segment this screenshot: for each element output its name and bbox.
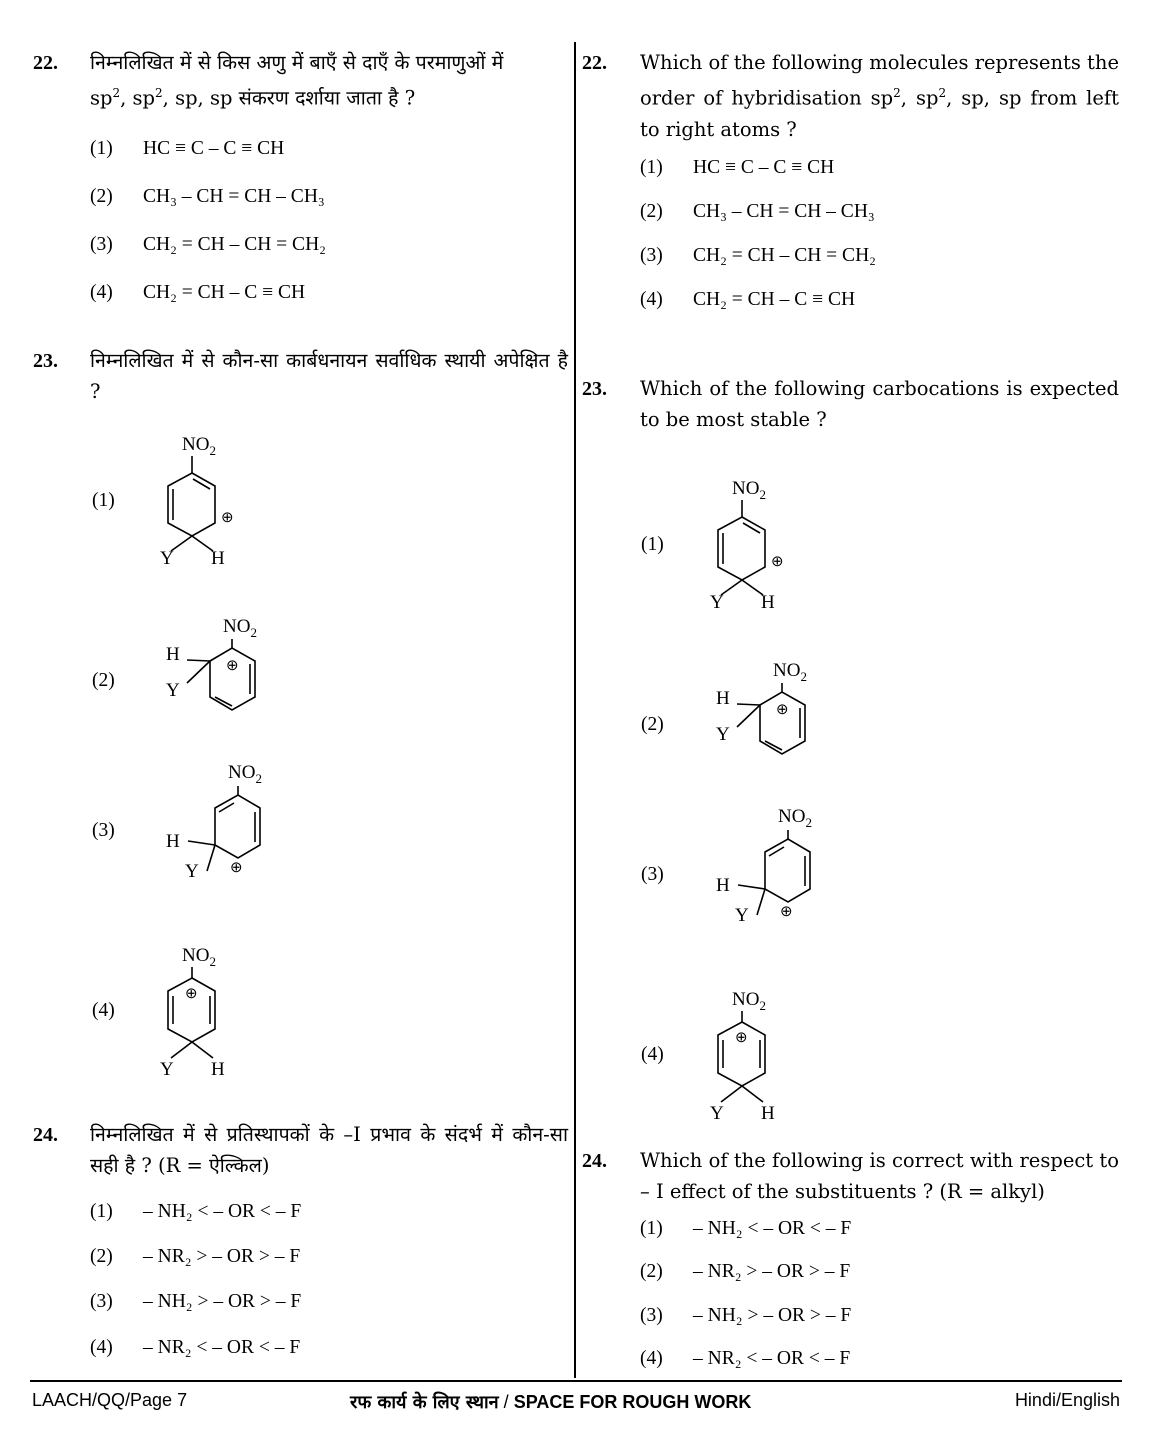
y-label: Y	[710, 1103, 724, 1124]
rough-work-english: SPACE FOR ROUGH WORK	[513, 1392, 752, 1412]
h-label: H	[761, 1103, 775, 1124]
language-label: Hindi/English	[1014, 1390, 1120, 1410]
option-formula: CH₂ = CH – C ≡ CH	[143, 282, 306, 303]
option-number: (3)	[640, 1305, 663, 1326]
option-number: (2)	[640, 201, 663, 222]
no2-label: $NO_2$	[223, 616, 257, 640]
no2-label: $NO_2$	[228, 762, 262, 786]
positive-charge: ⊕	[771, 554, 784, 570]
question-number: 22.	[582, 52, 607, 74]
positive-charge: ⊕	[185, 986, 198, 1002]
question-text: निम्नलिखित में से कौन-सा कार्बधनायन सर्वाधिक स्थायी अपेक्षित है ?	[90, 349, 568, 403]
carbocation-structure-1	[695, 472, 805, 617]
carbocation-structure-1	[145, 428, 255, 573]
h-label: H	[166, 831, 180, 852]
rough-work-hindi: रफ कार्य के लिए स्थान	[350, 1392, 499, 1413]
option-number: (4)	[640, 1348, 663, 1369]
column-divider	[574, 42, 576, 1378]
option-label: (4)	[641, 1044, 664, 1065]
option-formula: CH₂ = CH – C ≡ CH	[693, 289, 856, 310]
y-label: Y	[716, 724, 730, 745]
h-label: H	[716, 875, 730, 896]
option-number: (4)	[640, 289, 663, 310]
option-formula: CH₂ = CH – CH = CH₂	[693, 245, 876, 266]
option-label: (2)	[92, 670, 115, 691]
carbocation-structure-4	[145, 940, 255, 1082]
question-number: 23.	[33, 350, 58, 372]
question-text: निम्नलिखित में से प्रतिस्थापकों के –I प्रभाव के संदर्भ में कौन-सा सही है ? (R = ऐल्किल)	[90, 1123, 568, 1177]
option-formula: HC ≡ C – C ≡ CH	[693, 157, 835, 178]
question-text-part: , sp, sp संकरण दर्शाया जाता है ?	[162, 86, 416, 110]
option-number: (4)	[90, 282, 113, 303]
y-label: Y	[160, 548, 174, 569]
positive-charge: ⊕	[780, 904, 793, 920]
option-number: (3)	[90, 1291, 113, 1312]
option-formula: – NR₂ < – OR < – F	[143, 1337, 301, 1358]
option-number: (1)	[640, 157, 663, 178]
option-label: (3)	[641, 864, 664, 885]
option-number: (3)	[90, 234, 113, 255]
question-text-part: sp	[90, 86, 113, 110]
carbocation-structure-4	[695, 984, 805, 1126]
footer-rule	[30, 1380, 1122, 1382]
positive-charge: ⊕	[230, 860, 243, 876]
positive-charge: ⊕	[776, 702, 789, 718]
question-text: Which of the following is correct with respect to – I effect of the substituents ? (R = alkyl)	[640, 1149, 1119, 1203]
no2-label: $NO_2$	[182, 945, 216, 969]
h-label: H	[761, 592, 775, 613]
question-number: 24.	[33, 1124, 58, 1146]
option-formula: CH₂ = CH – CH = CH₂	[143, 234, 326, 255]
h-label: H	[166, 644, 180, 665]
question-text-part: , sp, sp from left to right atoms ?	[640, 86, 1119, 141]
option-formula: – NH₂ < – OR < – F	[693, 1218, 852, 1239]
option-number: (4)	[90, 1337, 113, 1358]
superscript: 2	[112, 86, 121, 100]
option-formula: – NH₂ < – OR < – F	[143, 1201, 302, 1222]
carbocation-structure-2	[710, 656, 830, 761]
h-label: H	[211, 1059, 225, 1080]
no2-label: $NO_2$	[732, 478, 766, 502]
option-label: (1)	[92, 490, 115, 511]
option-formula: – NR₂ > – OR > – F	[143, 1246, 301, 1267]
option-number: (2)	[640, 1261, 663, 1282]
option-number: (1)	[90, 138, 113, 159]
question-text	[90, 47, 568, 114]
option-formula: – NR₂ > – OR > – F	[693, 1261, 851, 1282]
y-label: Y	[710, 592, 724, 613]
y-label: Y	[185, 861, 199, 882]
option-label: (3)	[92, 820, 115, 841]
option-label: (4)	[92, 1000, 115, 1021]
no2-label: $NO_2$	[778, 806, 812, 830]
option-formula: HC ≡ C – C ≡ CH	[143, 138, 285, 159]
no2-label: $NO_2$	[732, 989, 766, 1013]
carbocation-structure-3	[710, 802, 830, 927]
positive-charge: ⊕	[735, 1030, 748, 1046]
separator: /	[498, 1392, 514, 1412]
option-number: (2)	[90, 1246, 113, 1267]
option-number: (3)	[640, 245, 663, 266]
option-label: (2)	[641, 714, 664, 735]
superscript: 2	[938, 86, 947, 100]
option-formula: – NH₂ > – OR > – F	[143, 1291, 302, 1312]
question-text-part: , sp	[120, 86, 156, 110]
option-formula: – NH₂ > – OR > – F	[693, 1305, 852, 1326]
superscript: 2	[893, 86, 901, 100]
y-label: Y	[735, 905, 749, 926]
option-number: (1)	[90, 1201, 113, 1222]
option-formula: CH₃ – CH = CH – CH₃	[143, 186, 325, 207]
question-number: 23.	[582, 378, 607, 400]
question-text: Which of the following carbocations is expected to be most stable ?	[640, 377, 1119, 431]
superscript: 2	[155, 86, 163, 100]
question-text	[640, 47, 1119, 145]
question-text-part: निम्नलिखित में से किस अणु में बाएँ से दाएँ के परमाणुओं में	[90, 51, 504, 74]
option-number: (2)	[90, 186, 113, 207]
y-label: Y	[166, 680, 180, 701]
page-code: LAACH/QQ/Page 7	[32, 1390, 188, 1410]
carbocation-structure-3	[160, 758, 280, 883]
option-formula: CH₃ – CH = CH – CH₃	[693, 201, 875, 222]
positive-charge: ⊕	[226, 658, 239, 674]
option-formula: – NR₂ < – OR < – F	[693, 1348, 851, 1369]
carbocation-structure-2	[160, 612, 280, 717]
rough-work-label	[350, 1390, 751, 1414]
option-number: (1)	[640, 1218, 663, 1239]
question-text-part: Which of the following molecules represents the order of hybridisation sp	[640, 51, 1119, 110]
question-number: 24.	[582, 1150, 607, 1172]
h-label: H	[716, 688, 730, 709]
option-label: (1)	[641, 534, 664, 555]
h-label: H	[211, 548, 225, 569]
question-number: 22.	[33, 52, 58, 74]
no2-label: $NO_2$	[773, 660, 807, 684]
question-text-part: , sp	[900, 86, 939, 110]
y-label: Y	[160, 1059, 174, 1080]
positive-charge: ⊕	[221, 510, 234, 526]
no2-label: $NO_2$	[182, 434, 216, 458]
